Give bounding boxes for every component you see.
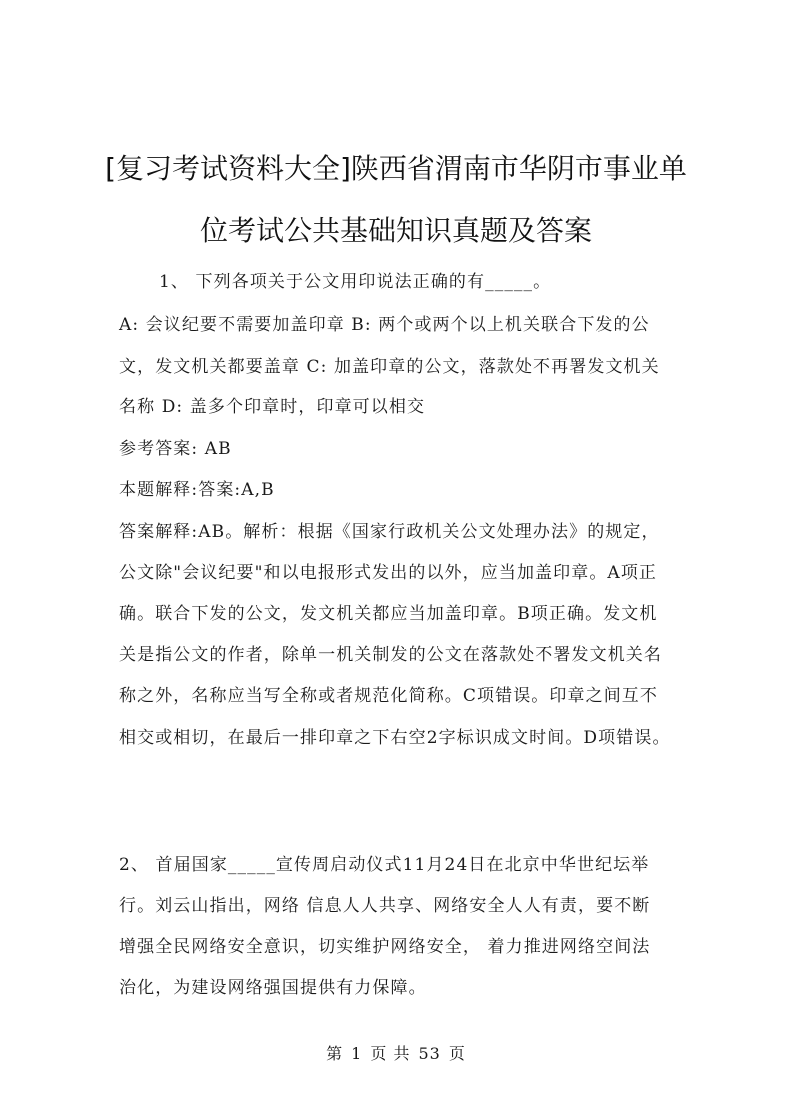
document-title-line-2: 位考试公共基础知识真题及答案 xyxy=(199,214,592,247)
question-1-explanation-line: 关是指公文的作者，除单一机关制发的公文在落款处不署发文机关名 xyxy=(119,645,662,665)
question-1-reference-answer: 参考答案: AB xyxy=(119,439,232,459)
question-2-line: 2、 首届国家_____宣传周启动仪式11月24日在北京中华世纪坛举 xyxy=(119,855,650,875)
question-1-explanation-line: 确。联合下发的公文，发文机关都应当加盖印章。B项正确。发文机 xyxy=(119,604,658,624)
question-1-options-line: 文，发文机关都要盖章 C: 加盖印章的公文，落款处不再署发文机关 xyxy=(119,357,660,377)
page-label-prefix: 第 xyxy=(326,1044,344,1063)
page-number: 1 xyxy=(351,1044,363,1063)
question-1-explanation-line: 称之外，名称应当写全称或者规范化简称。C项错误。印章之间互不 xyxy=(119,686,659,706)
document-title-line-1: [复习考试资料大全]陕西省渭南市华阴市事业单 xyxy=(105,152,687,185)
question-2-line: 行。刘云山指出，网络 信息人人共享、网络安全人人有责，要不断 xyxy=(119,896,651,916)
question-1-explanation-line: 相交或相切，在最后一排印章之下右空2字标识成文时间。D项错误。 xyxy=(119,728,671,748)
question-1-options-line: A: 会议纪要不需要加盖印章 B: 两个或两个以上机关联合下发的公 xyxy=(119,315,650,335)
question-2-line: 治化，为建设网络强国提供有力保障。 xyxy=(119,978,427,998)
question-1-explanation-header: 本题解释:答案:A,B xyxy=(119,480,275,500)
page-label-suffix: 页 xyxy=(448,1044,466,1063)
page-footer xyxy=(0,1041,792,1064)
question-1-explanation-line: 公文除"会议纪要"和以电报形式发出的以外，应当加盖印章。A项正 xyxy=(119,563,658,583)
question-1-stem: 1、 下列各项关于公文用印说法正确的有_____。 xyxy=(159,272,552,292)
question-1-explanation-line: 答案解释:AB。解析：根据《国家行政机关公文处理办法》的规定， xyxy=(119,522,660,542)
question-2-line: 增强全民网络安全意识，切实维护网络安全， 着力推进网络空间法 xyxy=(119,937,651,957)
total-pages: 53 xyxy=(418,1044,441,1063)
question-1-options-line: 名称 D: 盖多个印章时，印章可以相交 xyxy=(119,397,426,417)
page-label-mid: 页 共 xyxy=(370,1044,411,1063)
